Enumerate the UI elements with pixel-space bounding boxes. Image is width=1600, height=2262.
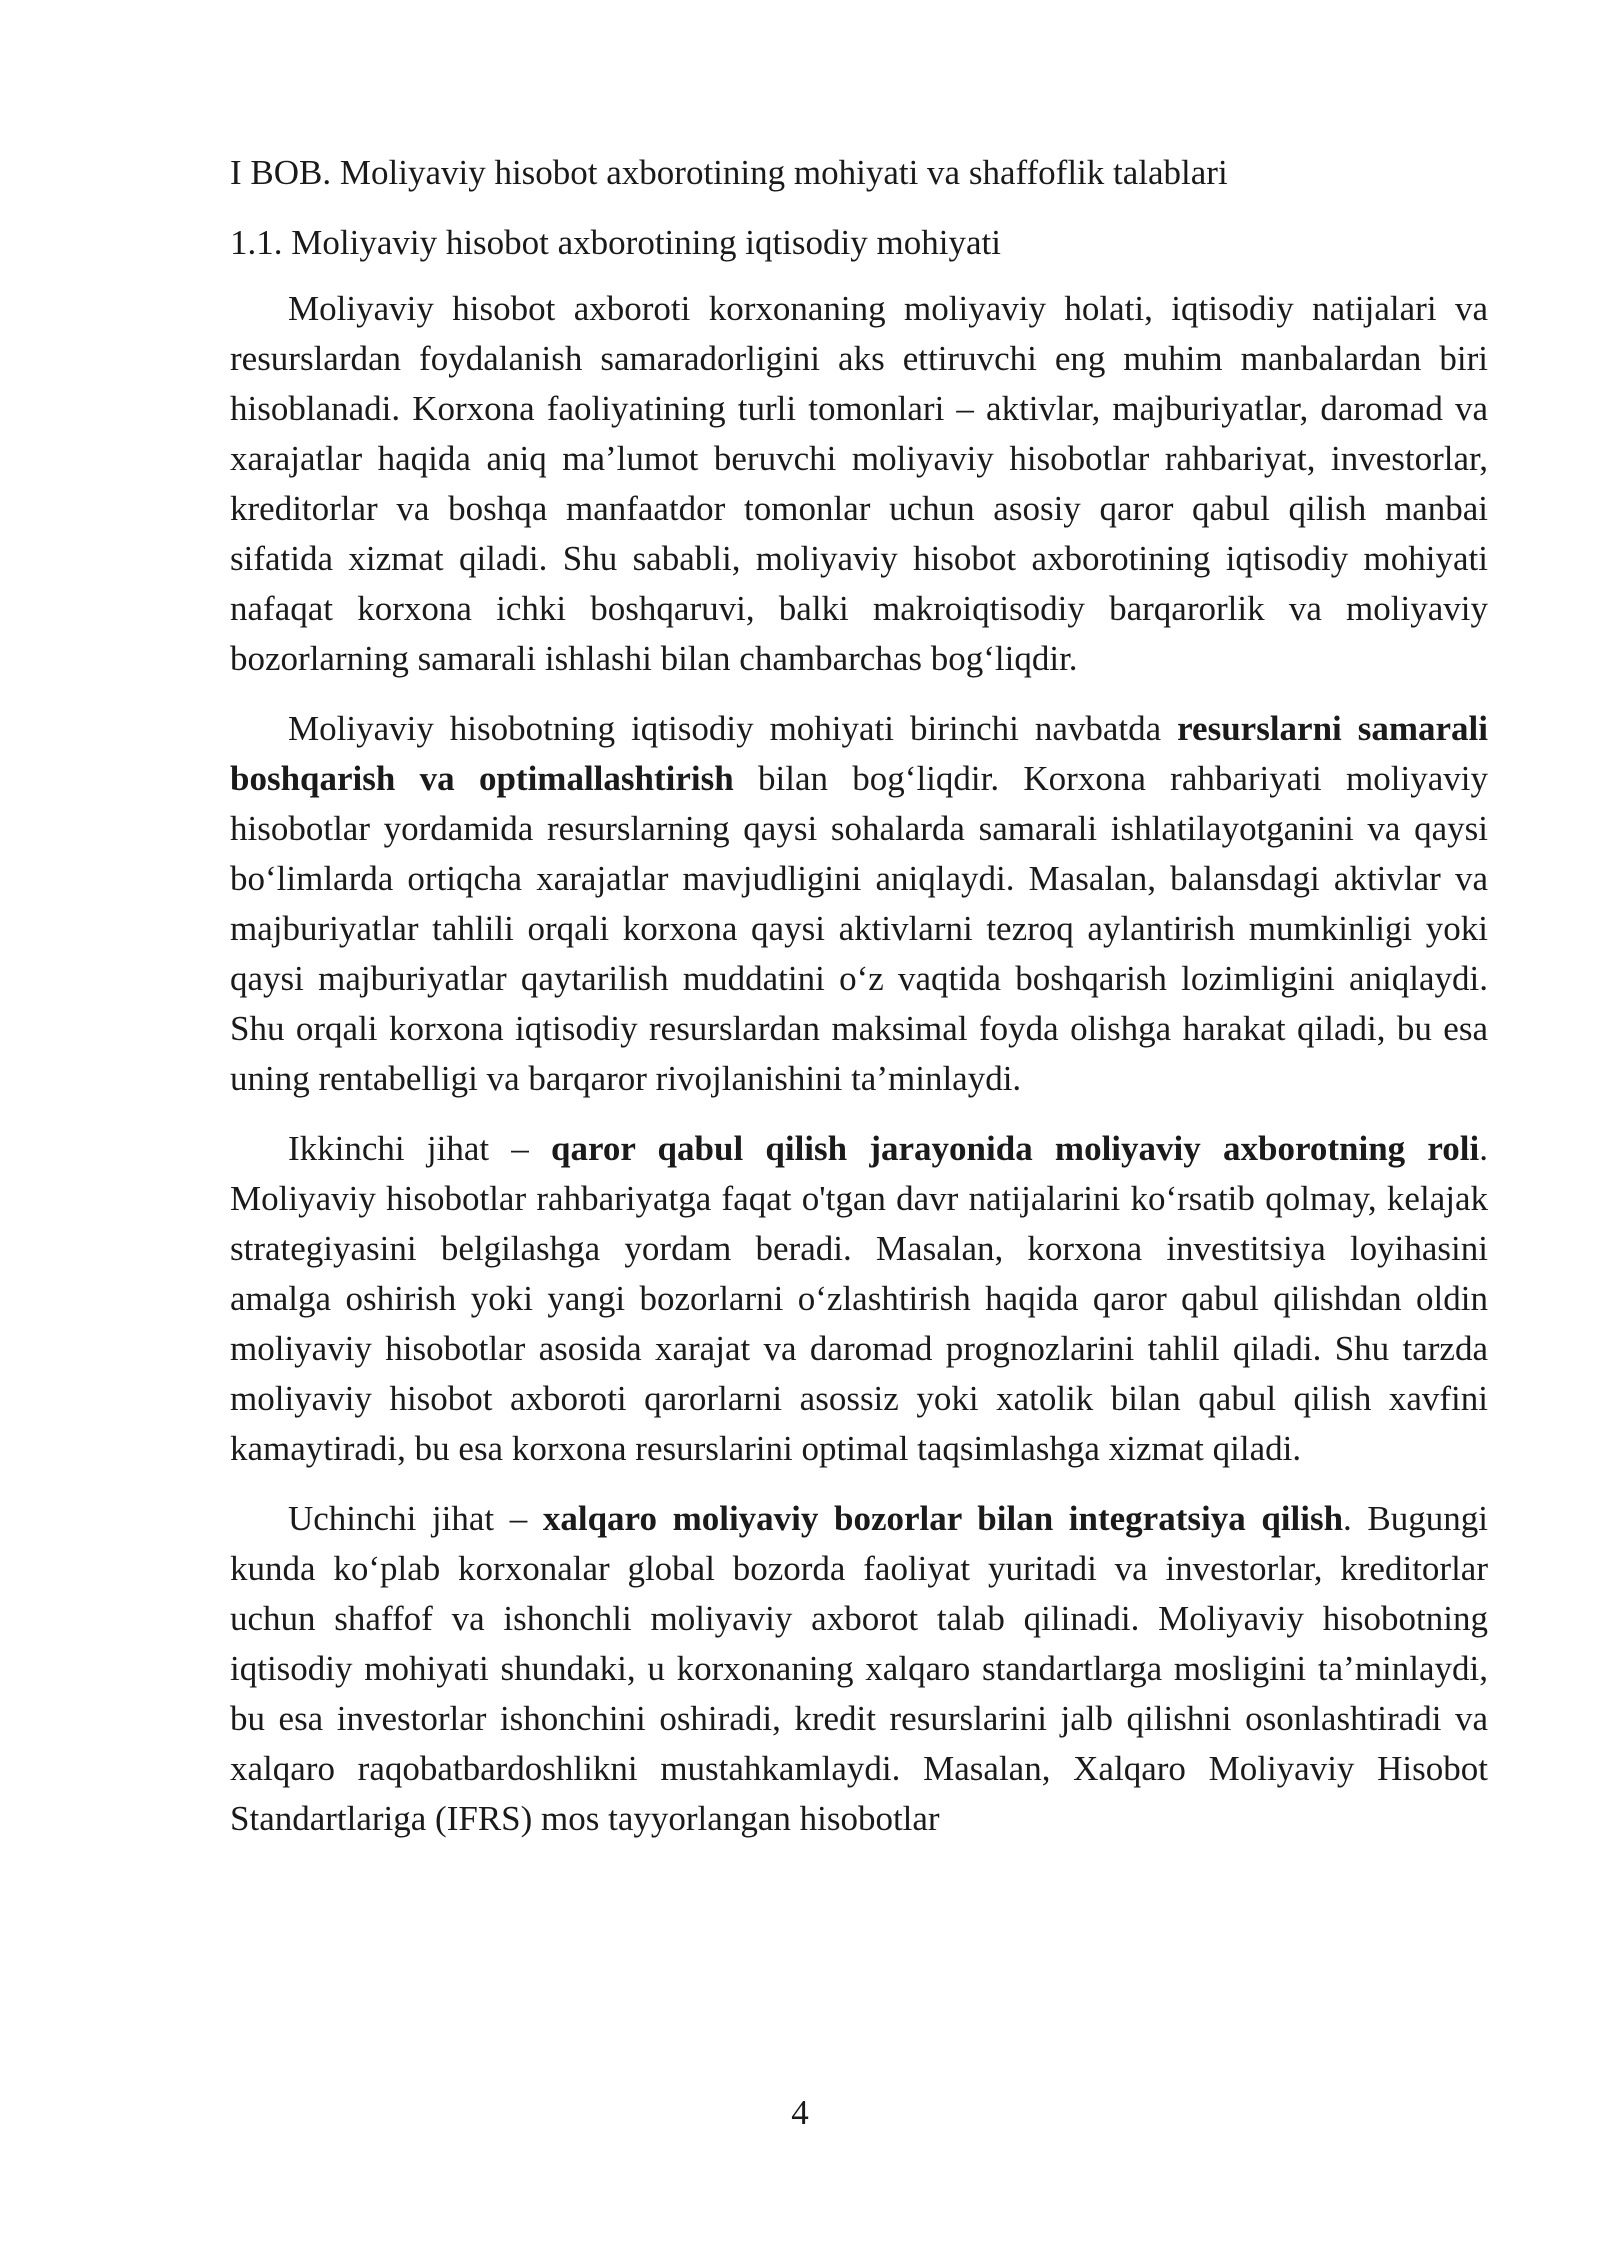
paragraph-bold-phrase: xalqaro moliyaviy bozorlar bilan integratsiya qilish bbox=[542, 1499, 1344, 1538]
paragraph-text-after: bilan bog‘liqdir. Korxona rahbariyati moliyaviy hisobotlar yordamida resurslarning qaysi sohalarda samarali ishlatilayotganini va qaysi bo‘limlarda ortiqcha xarajatlar mavjudligini aniqlaydi. Masalan, balansdagi aktivlar va majburiyatlar tahlili orqali korxona qaysi aktivlarni tezroq aylantirish mumkinligi yoki qaysi majburiyatlar qaytarilish muddatini o‘z vaqtida boshqarish lozimligini aniqlaydi. Shu orqali korxona iqtisodiy resurslardan maksimal foyda olishga harakat qiladi, bu esa uning rentabelligi va barqaror rivojlanishini ta’minlaydi. bbox=[230, 759, 1488, 1098]
paragraph-text-before: Uchinchi jihat – bbox=[288, 1499, 543, 1538]
paragraph-text: Moliyaviy hisobot axboroti korxonaning moliyaviy holati, iqtisodiy natijalari va resurslardan foydalanish samaradorligini aks ettiruvchi eng muhim manbalardan biri hisoblanadi. Korxona faoliyatining turli tomonlari – aktivlar, majburiyatlar, daromad va xarajatlar haqida aniq ma’lumot beruvchi moliyaviy hisobotlar rahbariyat, investorlar, kreditorlar va boshqa manfaatdor tomonlar uchun asosiy qaror qabul qilish manbai sifatida xizmat qiladi. Shu sababli, moliyaviy hisobot axborotining iqtisodiy mohiyati nafaqat korxona ichki boshqaruvi, balki makroiqtisodiy barqarorlik va moliyaviy bozorlarning samarali ishlashi bilan chambarchas bog‘liqdir. bbox=[230, 289, 1488, 678]
paragraph-bold-phrase: qaror qabul qilish jarayonida moliyaviy axborotning roli bbox=[551, 1129, 1480, 1168]
paragraph-text-before: Ikkinchi jihat – bbox=[288, 1129, 552, 1168]
paragraph-2 bbox=[230, 704, 1488, 1104]
paragraph-text-before: Moliyaviy hisobotning iqtisodiy mohiyati birinchi navbatda bbox=[288, 709, 1178, 748]
document-page bbox=[230, 148, 1488, 1864]
page-number: 4 bbox=[791, 2093, 809, 2132]
paragraph-text-after: . Bugungi kunda ko‘plab korxonalar global bozorda faoliyat yuritadi va investorlar, kreditorlar uchun shaffof va ishonchli moliyaviy axborot talab qilinadi. Moliyaviy hisobotning iqtisodiy mohiyati shundaki, u korxonaning xalqaro standartlarga mosligini ta’minlaydi, bu esa investorlar ishonchini oshiradi, kredit resurslarini jalb qilishni osonlashtiradi va xalqaro raqobatbardoshlikni mustahkamlaydi. Masalan, Xalqaro Moliyaviy Hisobot Standartlariga (IFRS) mos tayyorlangan hisobotlar bbox=[230, 1499, 1488, 1838]
section-title: 1.1. Moliyaviy hisobot axborotining iqtisodiy mohiyati bbox=[230, 223, 1001, 262]
paragraph-4 bbox=[230, 1494, 1488, 1844]
paragraph-3 bbox=[230, 1124, 1488, 1474]
paragraph-1 bbox=[230, 284, 1488, 684]
paragraph-bold-phrase: resurslarni samarali boshqarish va optimallashtirish bbox=[230, 709, 1489, 798]
chapter-title: I BOB. Moliyaviy hisobot axborotining mohiyati va shaffoflik talablari bbox=[230, 153, 1228, 192]
paragraph-text-after: . Moliyaviy hisobotlar rahbariyatga faqat o'tgan davr natijalarini ko‘rsatib qolmay, kelajak strategiyasini belgilashga yordam beradi. Masalan, korxona investitsiya loyihasini amalga oshirish yoki yangi bozorlarni o‘zlashtirish haqida qaror qabul qilishdan oldin moliyaviy hisobotlar asosida xarajat va daromad prognozlarini tahlil qiladi. Shu tarzda moliyaviy hisobot axboroti qarorlarni asossiz yoki xatolik bilan qabul qilish xavfini kamaytiradi, bu esa korxona resurslarini optimal taqsimlashga xizmat qiladi. bbox=[230, 1129, 1488, 1468]
